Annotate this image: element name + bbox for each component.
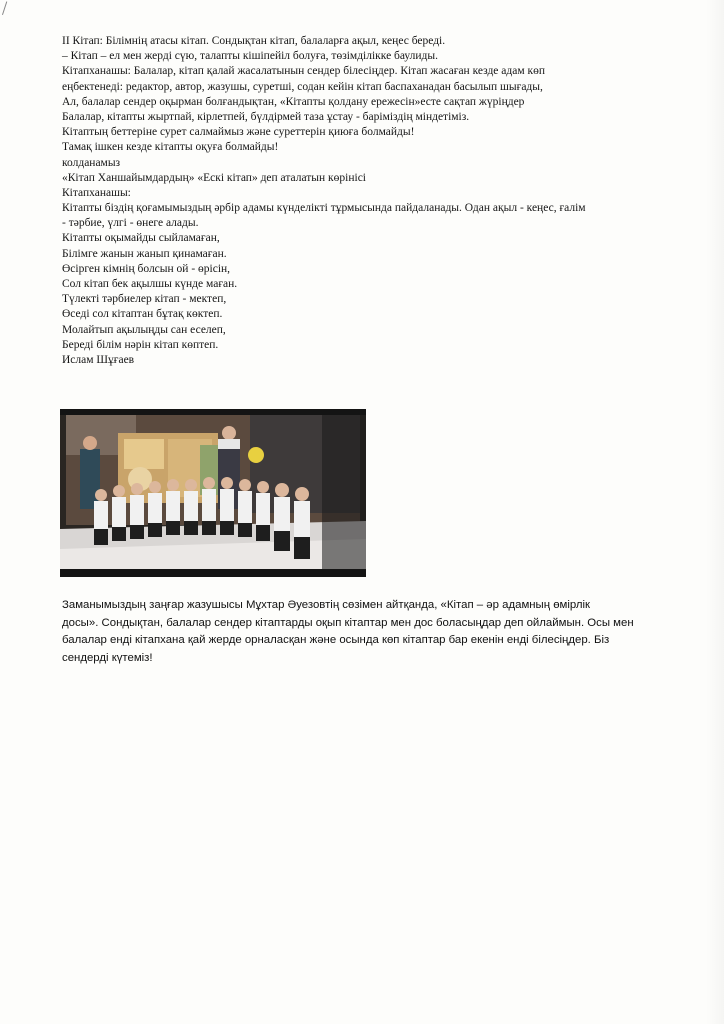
poem-line: Молайтып ақылыңды сан еселеп, <box>62 323 226 336</box>
text-line: Балалар, кітапты жыртпай, кірлетпей, бүлдірмей таза ұстау - баріміздің міндетіміз. <box>62 110 470 123</box>
text-line: – Кітап – ел мен жерді сүю, талапты кішіпейіл болуға, төзімділікке баулиды. <box>62 50 439 63</box>
text-line: еңбектенеді: редактор, автор, жазушы, суретші, содан кейін кітап баспаханадан басылып шығады, <box>62 80 543 93</box>
text-block-bottom <box>62 597 662 667</box>
poem-author: Ислам Шұғаев <box>62 353 135 366</box>
poem-line: Кітапты оқымайды сыйламаған, <box>62 232 220 245</box>
poem-line: Өсірген кімнің болсын ой - өрісін, <box>62 262 231 275</box>
text-line: «Кітап Ханшайымдардың» «Ескі кітап» деп аталатын көрінісі <box>62 171 366 184</box>
scan-mark <box>2 1 12 16</box>
poem-line: Түлекті тәрбиелер кітап - мектеп, <box>62 293 227 306</box>
text-line: - тәрбие, үлгі - өнеге алады. <box>62 217 199 230</box>
text-line: Тамақ ішкен кезде кітапты оқуға болмайды! <box>62 141 279 154</box>
text-line: колданамыз <box>62 156 121 169</box>
text-line: Кітаптың беттеріне сурет салмаймыз және суреттерін қиюға болмайды! <box>62 126 415 139</box>
text-line: Заманымыздың заңғар жазушысы Мұхтар Әуезовтің сөзімен айтқанда, «Кітап – әр адамның өмірлік <box>62 599 591 611</box>
text-line: сендерді күтеміз! <box>62 651 153 664</box>
text-line: Кітапханашы: Балалар, кітап қалай жасалатынын сендер білесіңдер. Кітап жасаған кезде адам көп <box>62 65 545 78</box>
text-block-top <box>62 34 662 368</box>
poem-line: Береді білім нәрін кітап көптеп. <box>62 338 219 351</box>
photo-illustration <box>60 409 366 577</box>
poem-line: Өседі сол кітаптан бұтақ көктеп. <box>62 308 223 321</box>
poem-line: Білімге жанын жанып қинамаған. <box>62 247 227 260</box>
text-line: II Кітап: Білімнің атасы кітап. Сондықтан кітап, балаларға ақыл, кеңес береді. <box>62 35 446 47</box>
text-line: Ал, балалар сендер оқырман болғандықтан, «Кітапты қолдану ережесін»есте сақтап жүріңдер <box>62 95 525 108</box>
scan-edge-shadow <box>706 0 724 1024</box>
poem-line: Сол кітап бек ақылшы күнде маған. <box>62 278 238 290</box>
text-line: Кітапханашы: <box>62 186 131 199</box>
classroom-photo <box>60 409 366 577</box>
text-line: балалар енді кітапхана қай жерде орналасқан және осында көп кітаптар бар екенін енді білесіңдер. Біз <box>62 634 610 646</box>
text-line: Кітапты біздің қоғамымыздың әрбір адамы күнделікті тұрмысында пайдаланады. Одан ақыл - кеңес, ғалім <box>62 202 586 215</box>
text-line: досы». Сондықтан, балалар сендер кітаптарды оқып кітаптар мен дос боласыңдар деп ойлаймын. Осы мен <box>62 616 634 629</box>
